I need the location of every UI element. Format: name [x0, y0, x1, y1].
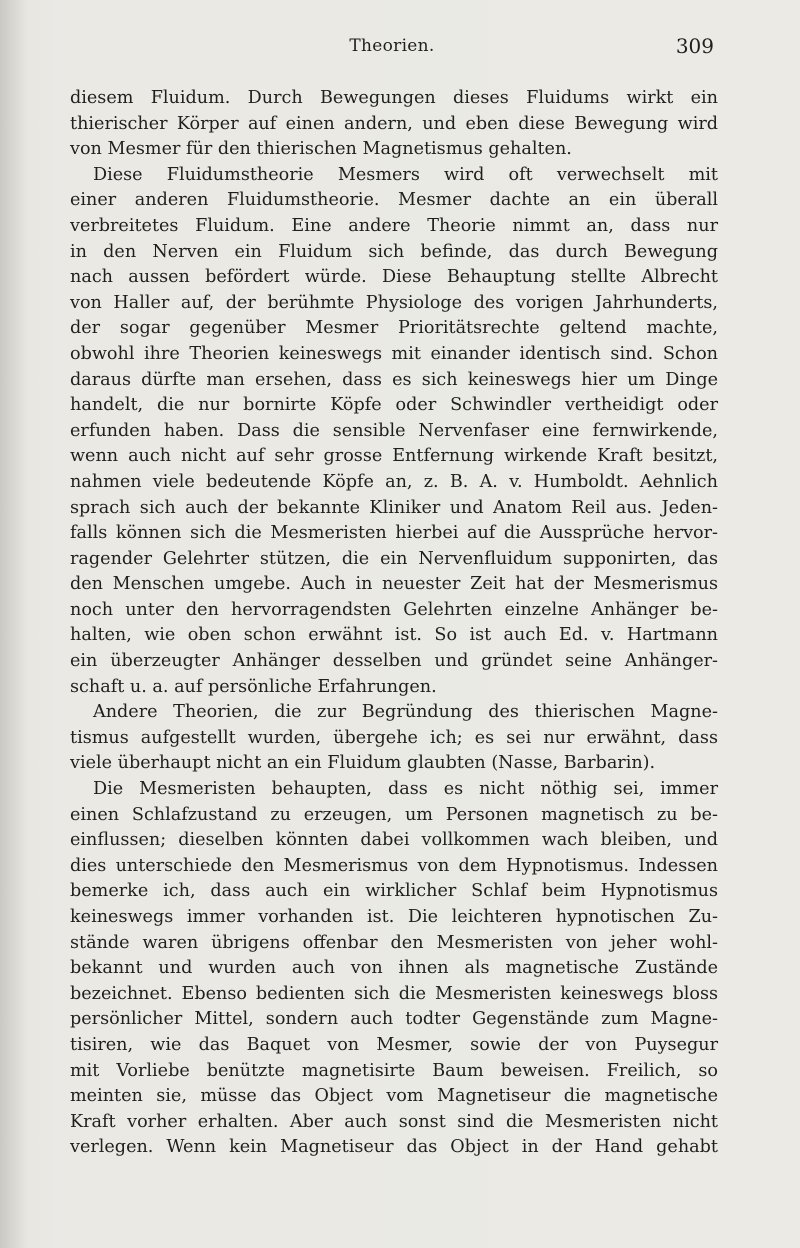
text-line: bezeichnet. Ebenso bedienten sich die Mesmeristen keineswegs bloss	[70, 983, 718, 1004]
text-line: Diese Fluidumstheorie Mesmers wird oft verwechselt mit	[93, 164, 718, 185]
text-line: noch unter den hervorragendsten Gelehrten einzelne Anhänger be-	[70, 599, 718, 620]
text-line: meinten sie, müsse das Object vom Magnetiseur die magnetische	[70, 1086, 718, 1107]
text-line: den Menschen umgebe. Auch in neuester Zeit hat der Mesmerismus	[70, 574, 718, 595]
body-text	[70, 86, 718, 1161]
binding-shadow	[0, 0, 26, 1248]
text-line: einen Schlafzustand zu erzeugen, um Personen magnetisch zu be-	[70, 804, 718, 825]
text-line: ragender Gelehrter stützen, die ein Nervenfluidum supponirten, das	[70, 548, 718, 569]
text-line: einer anderen Fluidumstheorie. Mesmer dachte an ein überall	[70, 190, 718, 211]
text-line: Andere Theorien, die zur Begründung des thierischen Magne-	[93, 702, 718, 723]
text-line: stände waren übrigens offenbar den Mesmeristen von jeher wohl-	[70, 932, 718, 953]
text-line: viele überhaupt nicht an ein Fluidum glaubten (Nasse, Barbarin).	[70, 753, 656, 774]
page-header	[70, 30, 714, 60]
text-line: bemerke ich, dass auch ein wirklicher Schlaf beim Hypnotismus	[70, 881, 718, 902]
text-line: falls können sich die Mesmeristen hierbei auf die Aussprüche hervor-	[70, 523, 718, 544]
text-line: Die Mesmeristen behaupten, dass es nicht nöthig sei, immer	[93, 779, 718, 800]
text-line: ein überzeugter Anhänger desselben und gründet seine Anhänger-	[70, 651, 718, 672]
text-line: einflussen; dieselben könnten dabei vollkommen wach bleiben, und	[70, 830, 718, 851]
page-number: 309	[675, 34, 714, 58]
text-line: dies unterschiede den Mesmerismus von dem Hypnotismus. Indessen	[70, 855, 718, 876]
text-line: mit Vorliebe benützte magnetisirte Baum beweisen. Freilich, so	[70, 1060, 718, 1081]
text-line: von Mesmer für den thierischen Magnetismus gehalten.	[70, 139, 572, 160]
text-line: sprach sich auch der bekannte Kliniker und Anatom Reil aus. Jeden-	[70, 497, 718, 518]
text-line: nach aussen befördert würde. Diese Behauptung stellte Albrecht	[70, 267, 718, 288]
text-line: der sogar gegenüber Mesmer Prioritätsrechte geltend machte,	[70, 318, 718, 339]
text-line: tisiren, wie das Baquet von Mesmer, sowie der von Puysegur	[70, 1034, 718, 1055]
text-line: handelt, die nur bornirte Köpfe oder Schwindler vertheidigt oder	[70, 395, 718, 416]
text-line: erfunden haben. Dass die sensible Nervenfaser eine fernwirkende,	[70, 420, 718, 441]
text-line: verlegen. Wenn kein Magnetiseur das Object in der Hand gehabt	[70, 1137, 718, 1158]
text-line: obwohl ihre Theorien keineswegs mit einander identisch sind. Schon	[70, 343, 718, 364]
text-line: in den Nerven ein Fluidum sich befinde, das durch Bewegung	[70, 241, 718, 262]
text-line: von Haller auf, der berühmte Physiologe des vorigen Jahrhunderts,	[70, 292, 718, 313]
text-line: diesem Fluidum. Durch Bewegungen dieses Fluidums wirkt ein	[70, 88, 718, 108]
text-line: verbreitetes Fluidum. Eine andere Theorie nimmt an, dass nur	[70, 215, 718, 236]
text-line: tismus aufgestellt wurden, übergehe ich; es sei nur erwähnt, dass	[70, 727, 718, 748]
text-line: thierischer Körper auf einen andern, und eben diese Bewegung wird	[70, 113, 718, 134]
text-line: keineswegs immer vorhanden ist. Die leichteren hypnotischen Zu-	[70, 907, 718, 927]
text-line: halten, wie oben schon erwähnt ist. So ist auch Ed. v. Hartmann	[70, 625, 718, 646]
text-line: bekannt und wurden auch von ihnen als magnetische Zustände	[70, 958, 718, 979]
text-line: Kraft vorher erhalten. Aber auch sonst sind die Mesmeristen nicht	[70, 1111, 718, 1132]
text-line: schaft u. a. auf persönliche Erfahrungen.	[70, 676, 437, 697]
text-line: nahmen viele bedeutende Köpfe an, z. B. A. v. Humboldt. Aehnlich	[70, 471, 718, 492]
running-head: Theorien.	[349, 36, 435, 56]
text-line: persönlicher Mittel, sondern auch todter Gegenstände zum Magne-	[70, 1009, 718, 1030]
text-line: wenn auch nicht auf sehr grosse Entfernung wirkende Kraft besitzt,	[70, 446, 718, 467]
text-line: daraus dürfte man ersehen, dass es sich keineswegs hier um Dinge	[70, 369, 718, 390]
